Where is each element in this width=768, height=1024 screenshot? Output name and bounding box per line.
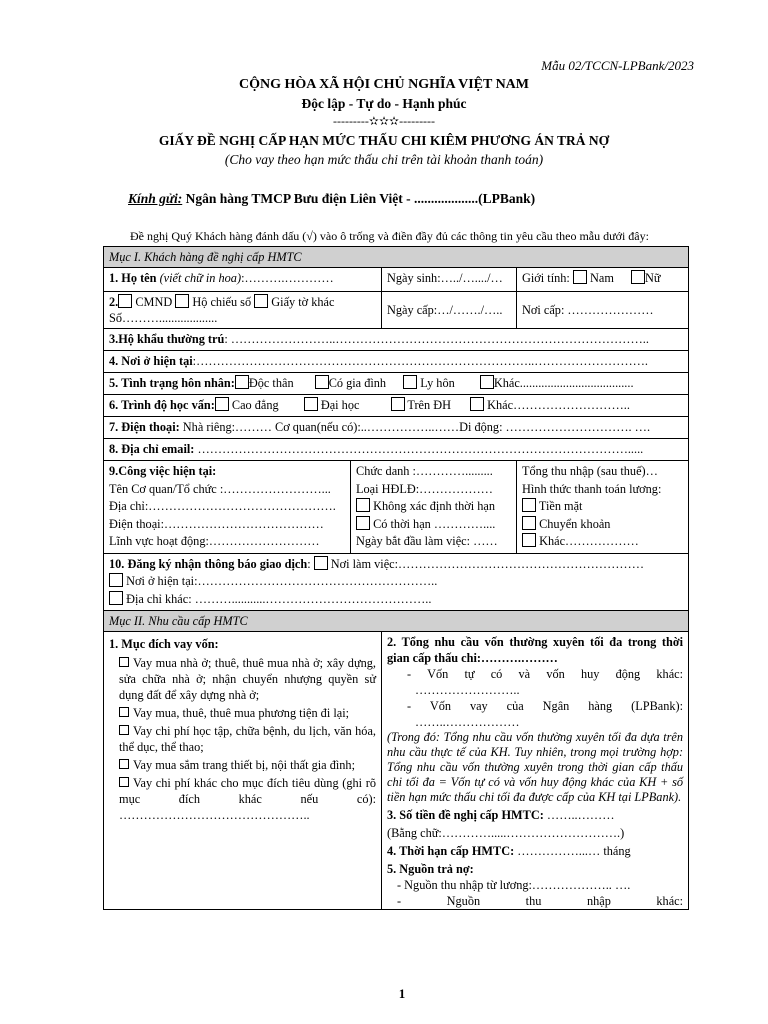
need-total-field[interactable]: 2. Tổng nhu cầu vốn thường xuyên tối đa trong thời gian cấp thấu chi:……….……… [387, 635, 684, 665]
marital-row [104, 373, 689, 395]
id-cell [104, 292, 382, 329]
form-code: Mẫu 02/TCCN-LPBank/2023 [541, 58, 694, 73]
current-address-row [104, 351, 689, 373]
purpose-checkbox[interactable] [119, 707, 129, 717]
purpose-item [109, 775, 376, 823]
purpose-text: Vay mua, thuê, thuê mua phương tiện đi lại; [133, 706, 350, 720]
postgrad-checkbox[interactable] [391, 397, 405, 411]
notice-work-field[interactable]: Nơi làm việc:…………………………………………………… [330, 556, 644, 571]
form-title: GIẤY ĐỀ NGHỊ CẤP HẠN MỨC THẤU CHI KIÊM PHƯƠNG ÁN TRẢ NỢ [158, 133, 610, 148]
contract-definite-label: Có thời hạn ………….... [373, 516, 496, 531]
country-name: CỘNG HÒA XÃ HỘI CHỦ NGHĨA VIỆT NAM [238, 77, 529, 92]
start-date-field[interactable]: Ngày bắt đầu làm việc: …… [356, 534, 498, 548]
male-label: Nam [590, 271, 614, 285]
purpose-label: 1. Mục đích vay vốn: [109, 637, 219, 651]
passport-checkbox[interactable] [175, 294, 189, 308]
passport-label: Hộ chiếu số [192, 295, 252, 309]
gender-label: Giới tính: [522, 271, 570, 285]
pay-cash-label: Tiền mặt [538, 499, 583, 513]
amount-row [387, 807, 683, 823]
notice-home-field[interactable]: Nơi ở hiện tại:………………………………………………….. [126, 574, 438, 588]
phone-label: 7. Điện thoại: [109, 420, 180, 434]
residence-row [104, 329, 689, 351]
contract-definite-checkbox[interactable] [356, 516, 370, 530]
female-label: Nữ [644, 271, 661, 285]
education-other-checkbox[interactable] [470, 397, 484, 411]
amount-words-field[interactable]: (Bằng chữ:………….....……………………….) [387, 826, 625, 840]
residence-label: 3.Hộ khẩu thường trú [109, 332, 225, 346]
single-checkbox[interactable] [235, 375, 249, 389]
email-field[interactable]: ……………………………………………………………………………………………..... [197, 442, 644, 456]
job-label: 9.Công việc hiện tại: [109, 464, 217, 478]
request-form-table [103, 246, 689, 910]
notice-work-checkbox[interactable] [314, 556, 328, 570]
notice-row: 10. Đăng ký nhận thông báo giao dịch: Nơi làm việc:…………………………………………………… Nơi ở hiện tại:………………………………………………….. Địa chỉ khác: ………...........………………………………….. [104, 553, 689, 611]
cmnd-label: CMND [135, 295, 173, 309]
name-hint: (viết chữ in hoa) [159, 271, 242, 285]
section-2-title: Mục II. Nhu cầu cấp HMTC [104, 611, 689, 632]
purpose-item [109, 757, 376, 773]
cmnd-checkbox[interactable] [118, 294, 132, 308]
job-middle-cell [351, 461, 517, 554]
job-address-field[interactable]: Địa chỉ:………………………………………. [109, 499, 336, 513]
education-other-label: Khác……………………….. [487, 398, 630, 412]
current-address-field[interactable]: :………………………………………………………………………..………………………. [192, 354, 648, 368]
university-label: Đại học [320, 398, 360, 412]
education-row [104, 395, 689, 417]
divorced-checkbox[interactable] [403, 375, 417, 389]
pay-method-label: Hình thức thanh toán lương: [522, 481, 662, 496]
need-own-field[interactable]: - Vốn tự có và vốn huy động khác: …………………….. [407, 667, 684, 697]
phone-row [104, 417, 689, 439]
marital-other-checkbox[interactable] [480, 375, 494, 389]
divorced-label: Ly hôn [420, 376, 455, 390]
recipient-label: Kính gửi: [128, 191, 183, 206]
job-org-field[interactable]: Tên Cơ quan/Tổ chức :……………………... [109, 481, 331, 496]
notice-other-checkbox[interactable] [109, 591, 123, 605]
purpose-checkbox[interactable] [119, 657, 129, 667]
married-checkbox[interactable] [315, 375, 329, 389]
marital-label: 5. Tình trạng hôn nhân: [109, 376, 235, 390]
purpose-item [109, 723, 376, 755]
page-number: 1 [398, 986, 406, 1001]
university-checkbox[interactable] [304, 397, 318, 411]
name-field[interactable]: :……….………… [241, 271, 334, 285]
purpose-cell [104, 632, 382, 910]
recipient-line [128, 191, 535, 207]
contract-indefinite-label: Không xác định thời hạn [373, 499, 496, 513]
purpose-text: Vay mua nhà ở; thuê, thuê mua nhà ở; xây dựng, sửa chữa nhà ở; nhận chuyển nhượng quyền sử dụng đất để xây dựng nhà ở; [119, 656, 376, 702]
postgrad-label: Trên ĐH [407, 398, 451, 412]
purpose-text: Vay mua sắm trang thiết bị, nội thất gia đình; [133, 758, 355, 772]
female-checkbox[interactable] [631, 270, 645, 284]
job-left-cell [104, 461, 351, 554]
name-label: 1. Họ tên [109, 271, 157, 285]
pay-cash-checkbox[interactable] [522, 498, 536, 512]
divider: ---------✫✫✫--------- [332, 114, 436, 128]
id-number-label: 2. [109, 295, 119, 309]
dob-field[interactable]: Ngày sinh:…../…..../… [382, 268, 517, 292]
purpose-text: Vay chi phí học tập, chữa bệnh, du lịch, văn hóa, thể dục, thể thao; [119, 724, 376, 754]
job-right-cell [517, 461, 689, 554]
residence-field[interactable]: : ……………………..………………………………………………………………….. [224, 332, 649, 346]
notice-label: 10. Đăng ký nhận thông báo giao dịch [109, 556, 308, 571]
repay-other-field[interactable]: - Nguồn thu nhập khác: [397, 894, 684, 908]
male-checkbox[interactable] [573, 270, 587, 284]
email-label: 8. Địa chỉ email: [109, 442, 195, 456]
single-label: Độc thân [248, 376, 294, 390]
other-id-label: Giấy tờ khác [271, 295, 335, 309]
purpose-checkbox[interactable] [119, 725, 129, 735]
pay-other-checkbox[interactable] [522, 533, 536, 547]
notice-home-checkbox[interactable] [109, 573, 123, 587]
marital-other-label: Khác..................................... [493, 376, 634, 390]
pay-transfer-checkbox[interactable] [522, 516, 536, 530]
needs-cell [382, 632, 689, 910]
issue-place-field[interactable]: Nơi cấp: ………………… [517, 292, 689, 329]
id-number-field[interactable]: Số………................... [109, 311, 218, 325]
need-note: (Trong đó: Tổng nhu cầu vốn thường xuyên tối đa dựa trên nhu cầu thực tế của KH. Tuy nhiên, trong mọi trường hợp: Tổng nhu cầu vốn thường xuyên trong thời gian cấp thấu chi tối đa = Vốn tự có và vốn huy động khác của KH + số tiền hạn mức thấu chi tối đa được cấp của KH tại LPBank). [387, 730, 684, 804]
pay-transfer-label: Chuyển khoản [539, 516, 611, 531]
notice-other-field[interactable]: Địa chỉ khác: ………...........………………………………….. [126, 591, 432, 606]
education-label: 6. Trình độ học vấn: [109, 398, 215, 412]
amount-field[interactable]: ……..……… [546, 808, 615, 822]
purpose-item [109, 655, 376, 703]
purpose-checkbox[interactable] [119, 777, 129, 787]
need-bank-field[interactable]: - Vốn vay của Ngân hàng (LPBank): ……..……………… [407, 699, 684, 729]
intro-text: Đề nghị Quý Khách hàng đánh dấu (√) vào ô trống và điền đầy đủ các thông tin yêu cầu theo mẫu dưới đây: [130, 229, 649, 243]
name-cell [104, 268, 382, 292]
pay-other-label: Khác……………… [539, 534, 639, 548]
phone-field[interactable]: Nhà riêng:……… Cơ quan(nếu có):..……………..……Di động: …………………………. …. [182, 420, 651, 434]
amount-label: 3. Số tiền đề nghị cấp HMTC: [387, 808, 544, 822]
purpose-item [109, 705, 376, 721]
repay-label: 5. Nguồn trả nợ: [387, 862, 474, 876]
college-checkbox[interactable] [215, 397, 229, 411]
term-label: 4. Thời hạn cấp HMTC: [387, 844, 515, 858]
term-field[interactable]: ……………...… tháng [517, 844, 631, 858]
form-subtitle: (Cho vay theo hạn mức thấu chi trên tài khoản thanh toán) [224, 152, 544, 167]
gender-cell [517, 268, 689, 292]
email-row [104, 439, 689, 461]
purpose-text: Vay chi phí khác cho mục đích tiêu dùng (ghi rõ mục đích khác nếu có): ……………………………………….. [119, 776, 376, 822]
contract-indefinite-checkbox[interactable] [356, 498, 370, 512]
job-title-field[interactable]: Chức danh :…………......... [356, 464, 493, 478]
section-1-title: Mục I. Khách hàng đề nghị cấp HMTC [104, 247, 689, 268]
job-phone-field[interactable]: Điện thoại:………………………………… [109, 516, 324, 531]
income-field[interactable]: Tổng thu nhập (sau thuế)… [522, 464, 658, 478]
contract-type-field[interactable]: Loại HĐLĐ:……………… [356, 481, 493, 496]
repay-salary-field[interactable]: - Nguồn thu nhập từ lương:……………….. …. [397, 878, 631, 892]
current-address-label: 4. Nơi ở hiện tại [109, 354, 193, 368]
term-row [387, 843, 683, 859]
purpose-checkbox[interactable] [119, 759, 129, 769]
recipient-value: Ngân hàng TMCP Bưu điện Liên Việt - ...................(LPBank) [185, 191, 536, 206]
other-id-checkbox[interactable] [254, 294, 268, 308]
college-label: Cao đẳng [231, 398, 279, 412]
issue-date-field[interactable]: Ngày cấp:…/……./….. [382, 292, 517, 329]
motto: Độc lập - Tự do - Hạnh phúc [301, 96, 467, 111]
job-field-field[interactable]: Lĩnh vực hoạt động:……………………… [109, 534, 320, 548]
married-label: Có gia đình [328, 376, 387, 390]
